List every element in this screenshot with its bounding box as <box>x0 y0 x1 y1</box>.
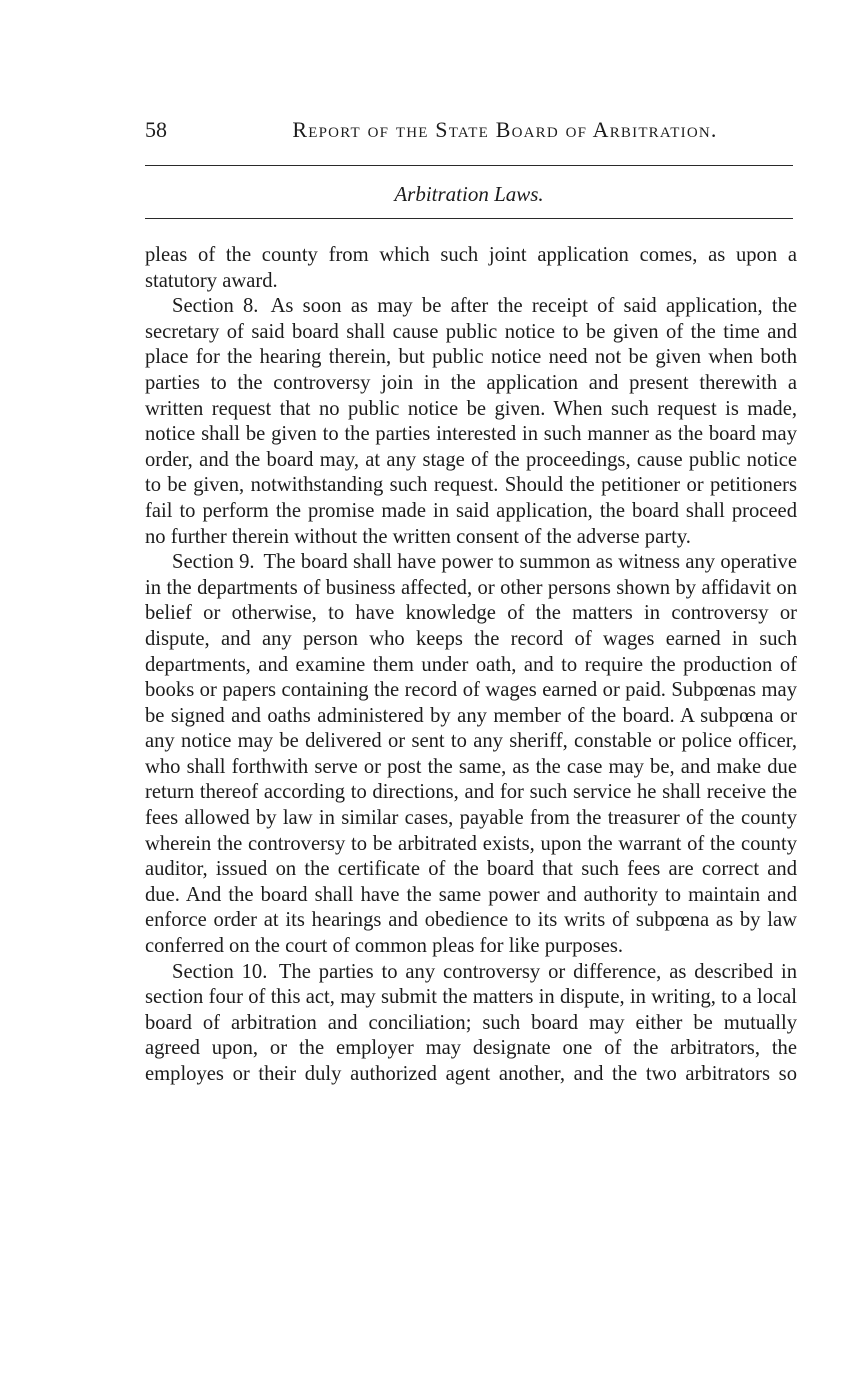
paragraph-section-9 <box>145 550 797 960</box>
paragraph-text: As soon as may be after the receipt of said application, the secretary of said board shall cause public notice to be given of the time and place for the hearing therein, but public notice need not be given when both parties to the controversy join in the application and present therewith a written request that no public notice be given. When such request is made, notice shall be given to the parties interested in such manner as the board may order, and the board may, at any stage of the proceedings, cause public notice to be given, notwithstanding such request. Should the petitioner or petitioners fail to perform the promise made in said application, the board shall proceed no further therein without the written consent of the adverse party. <box>145 295 798 548</box>
section-label: Section 10. <box>172 960 268 983</box>
section-label: Section 9. <box>172 551 255 574</box>
paragraph-continuation <box>145 243 797 294</box>
running-title: Report of the State Board of Arbitration. <box>292 117 718 142</box>
header-rule-bottom <box>145 218 793 219</box>
paragraph-section-8 <box>145 294 797 550</box>
paragraph-text: The board shall have power to summon as witness any operative in the departments of business affected, or other persons shown by affidavit on belief or otherwise, to have knowledge of the matters in controversy or dispute, and any person who keeps the record of wages earned in such departments, and examine them under oath, and to require the production of books or papers containing the record of wages earned or paid. Subpœnas may be signed and oaths administered by any member of the board. A subpœna or any notice may be delivered or sent to any sheriff, constable or police officer, who shall forthwith serve or post the same, as the case may be, and make due return thereof according to directions, and for such service he shall receive the fees allowed by law in similar cases, payable from the treasurer of the county wherein the controversy to be arbitrated exists, upon the warrant of the county auditor, issued on the certificate of the board that such fees are correct and due. And the board shall have the same power and authority to maintain and enforce order at its hearings and obedience to its writs of subpœna as by law conferred on the court of common pleas for like purposes. <box>145 551 797 958</box>
page-number: 58 <box>145 117 167 142</box>
running-head <box>145 112 793 148</box>
body-text <box>145 243 797 1088</box>
paragraph-text: The parties to any controversy or difference, as described in section four of this act, may submit the matters in dispute, in writing, to a local board of arbitration and conciliation; such board may either be mutually agreed upon, or the employer may designate one of the arbitrators, the employes or their duly authorized agent another, and the two arbitrators so <box>145 960 797 1085</box>
section-label: Section 8. <box>172 295 259 318</box>
paragraph-text: pleas of the county from which such joint application comes, as upon a statutory award. <box>145 244 797 292</box>
paragraph-section-10 <box>145 960 797 1088</box>
header-rule-top <box>145 165 793 166</box>
section-heading: Arbitration Laws. <box>394 182 544 206</box>
